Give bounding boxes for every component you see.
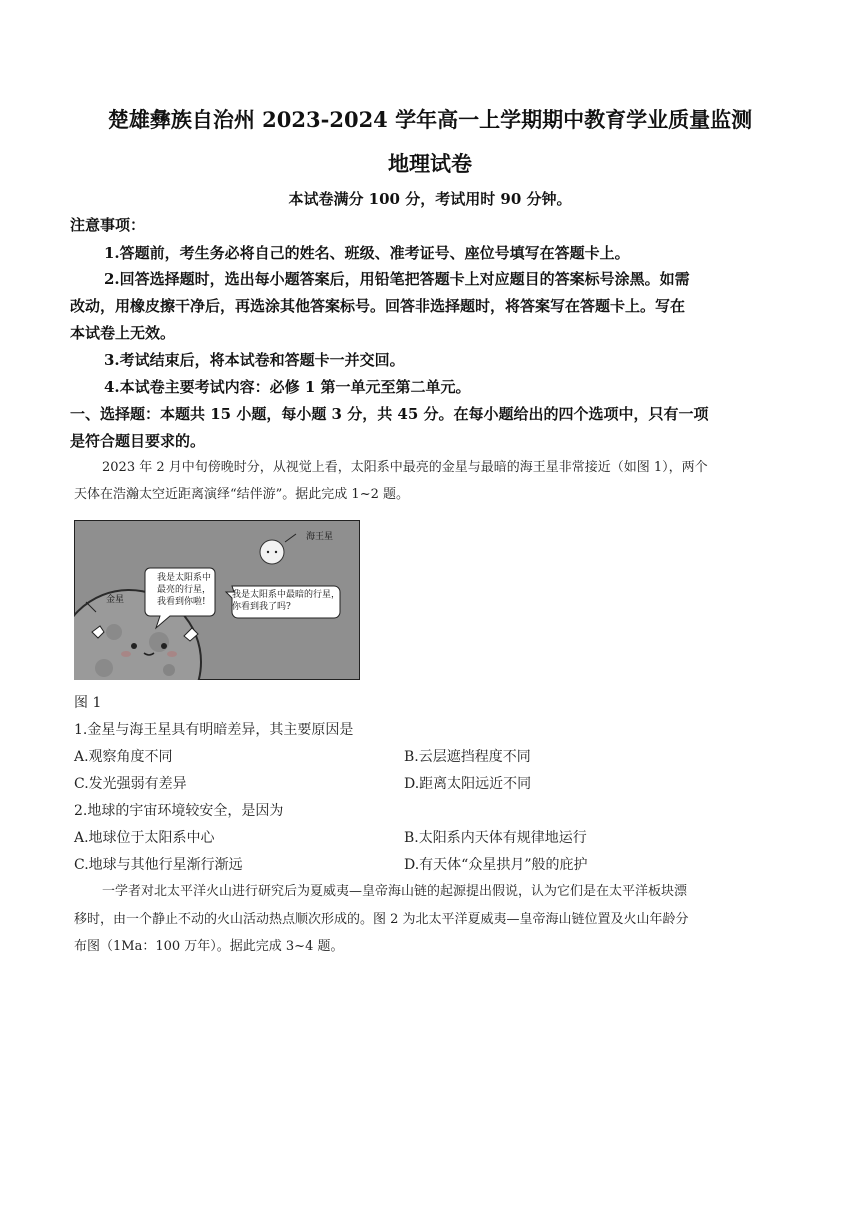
q1-stem: 1.金星与海王星具有明暗差异，其主要原因是 [74, 722, 354, 738]
figure-1 [74, 520, 360, 680]
passage2-line1: 一学者对北太平洋火山进行研究后为夏威夷—皇帝海山链的起源提出假说，认为它们是在太平洋板块漂 [102, 884, 688, 899]
q2-stem: 2.地球的宇宙环境较安全，是因为 [74, 803, 284, 819]
passage2-line2: 移时，由一个静止不动的火山活动热点顺次形成的。图 2 为北太平洋夏威夷—皇帝海山链位置及火山年龄分 [74, 912, 689, 927]
venus-speech-line3: 我看到你啦! [157, 597, 206, 607]
q2-option-c: C.地球与其他行星渐行渐远 [74, 857, 243, 873]
venus-speech-line2: 最亮的行星， [157, 585, 212, 595]
notice-heading: 注意事项： [70, 216, 146, 234]
figure-1-caption: 图 1 [74, 695, 102, 711]
q2-option-a: A.地球位于太阳系中心 [74, 830, 215, 846]
q2-option-d: D.有天体“众星拱月”般的庇护 [404, 857, 588, 873]
notice-item-1: 1.答题前，考生务必将自己的姓名、班级、准考证号、座位号填写在答题卡上。 [104, 244, 630, 262]
neptune-speech [232, 589, 340, 613]
passage1-line2: 天体在浩瀚太空近距离演绎“结伴游”。据此完成 1~2 题。 [74, 487, 409, 502]
q1-option-c: C.发光强弱有差异 [74, 776, 187, 792]
q2-option-b: B.太阳系内天体有规律地运行 [404, 830, 587, 846]
notice-item-3: 3.考试结束后，将本试卷和答题卡一并交回。 [104, 351, 405, 369]
notice-item-2-line2: 改动，用橡皮擦干净后，再选涂其他答案标号。回答非选择题时，将答案写在答题卡上。写在 [70, 297, 686, 315]
section-heading-line2: 是符合题目要求的。 [70, 432, 206, 450]
neptune-speech-line1: 我是太阳系中最暗的行星， [232, 590, 341, 600]
neptune-speech-line2: 你看到我了吗? [232, 602, 291, 612]
notice-item-2-line1: 2.回答选择题时，选出每小题答案后，用铅笔把答题卡上对应题目的答案标号涂黑。如需 [104, 270, 690, 288]
q1-option-b: B.云层遮挡程度不同 [404, 749, 531, 765]
venus-speech-line1: 我是太阳系中 [157, 573, 212, 583]
notice-item-4: 4.本试卷主要考试内容：必修 1 第一单元至第二单元。 [104, 378, 471, 396]
venus-speech [157, 572, 211, 608]
section-heading-line1: 一、选择题：本题共 15 小题，每小题 3 分，共 45 分。在每小题给出的四个选项中，只有一项 [70, 405, 709, 423]
exam-title: 楚雄彝族自治州 2023-2024 学年高一上学期期中教育学业质量监测 [107, 107, 753, 132]
subject-title: 地理试卷 [388, 151, 472, 176]
neptune-label: 海王星 [306, 532, 334, 542]
passage2-line3: 布图（1Ma：100 万年）。据此完成 3~4 题。 [74, 939, 344, 954]
venus-label: 金星 [106, 595, 125, 605]
passage1-line1: 2023 年 2 月中旬傍晚时分，从视觉上看，太阳系中最亮的金星与最暗的海王星非常接近（如图 1），两个 [102, 460, 708, 475]
notice-item-2-line3: 本试卷上无效。 [70, 324, 176, 342]
q1-option-d: D.距离太阳远近不同 [404, 776, 532, 792]
exam-info: 本试卷满分 100 分，考试用时 90 分钟。 [288, 190, 572, 208]
q1-option-a: A.观察角度不同 [74, 749, 173, 765]
